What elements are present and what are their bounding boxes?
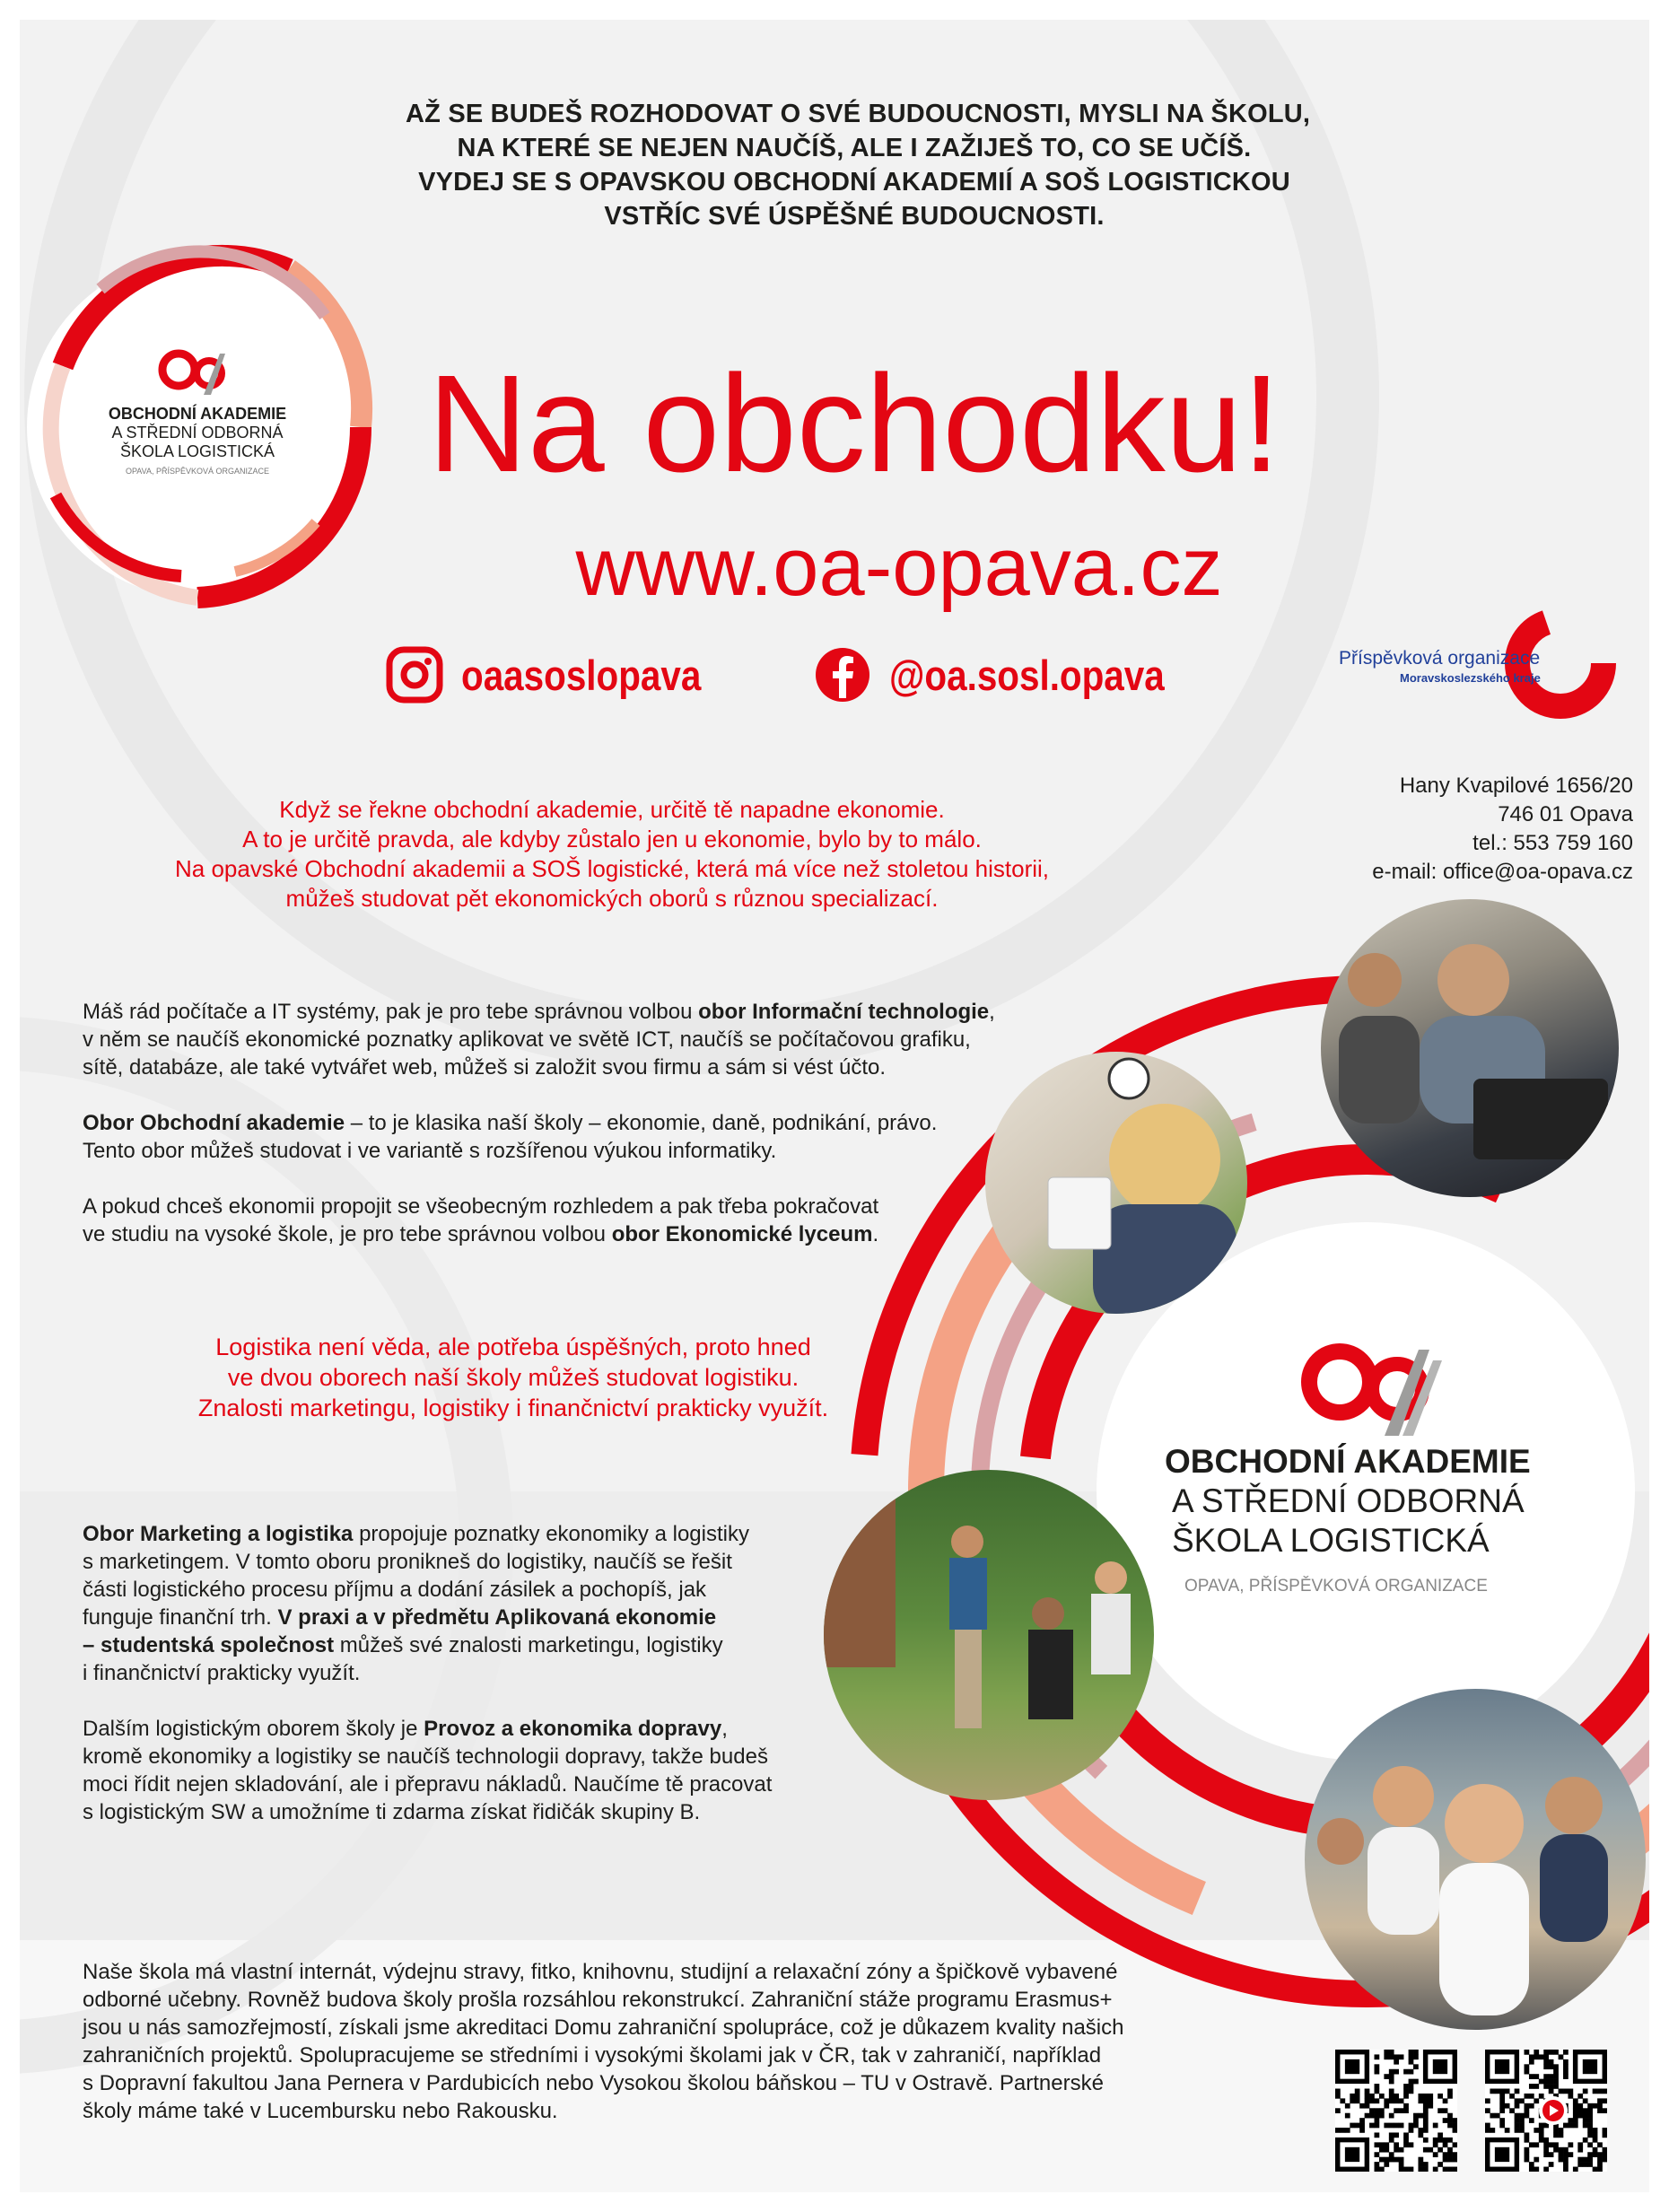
- text: ,: [721, 1717, 728, 1741]
- field-name: Obor Obchodní akademie: [83, 1111, 345, 1135]
- logo-line: ŠKOLA LOGISTICKÁ: [1172, 1522, 1490, 1559]
- logistics-intro-line: Logistika není věda, ale potřeba úspěšných, proto hned: [215, 1333, 811, 1360]
- address-line: 746 01 Opava: [1498, 802, 1633, 826]
- lyceum-paragraph: [83, 1193, 1105, 1248]
- instagram-icon: [386, 646, 443, 704]
- field-name: obor Informační technologie: [698, 1000, 990, 1024]
- text: Tento obor můžeš studovat i ve variantě s rozšířenou výukou informatiky.: [83, 1139, 777, 1163]
- text: propojuje poznatky ekonomiky a logistiky: [353, 1522, 749, 1546]
- text: s logistickým SW a umožníme ti zdarma získat řidičák skupiny B.: [83, 1800, 701, 1824]
- text: v něm se naučíš ekonomické poznatky aplikovat ve světě ICT, naučíš se počítačovou grafiku,: [83, 1027, 971, 1052]
- oa-paragraph: [83, 1109, 1105, 1165]
- text: sítě, databáze, ale také vytvářet web, můžeš si založit svou firmu a sám si vést účto.: [83, 1055, 887, 1080]
- photo-students-crowd: [1305, 1689, 1646, 2030]
- highlight: V praxi a v předmětu Aplikovaná ekonomie: [277, 1605, 717, 1630]
- logo-line: OBCHODNÍ AKADEMIE: [1165, 1443, 1531, 1480]
- intro-line: A to je určitě pravda, ale kdyby zůstalo jen u ekonomie, bylo by to málo.: [242, 826, 982, 852]
- phone[interactable]: tel.: 553 759 160: [1472, 831, 1633, 855]
- text: .: [872, 1222, 879, 1246]
- facilities-line: odborné učebny. Rovněž budova školy prošla rozsáhlou rekonstrukcí. Zahraniční stáže programu Erasmus+: [83, 1988, 1113, 2012]
- website-url[interactable]: www.oa-opava.cz: [575, 521, 1223, 613]
- logo-line: OPAVA, PŘÍSPĚVKOVÁ ORGANIZACE: [125, 467, 270, 476]
- facilities-line: Naše škola má vlastní internát, výdejnu stravy, fitko, knihovnu, studijní a relaxační zóny a špičkově vybavené: [83, 1960, 1118, 1984]
- headline: [406, 97, 1311, 233]
- logistics-section: [83, 1520, 872, 1854]
- photo-illustration: [824, 1470, 1154, 1800]
- facilities-line: školy máme také v Lucembursku nebo Rakousku.: [83, 2099, 558, 2123]
- text: části logistického procesu příjmu a dodání zásilek a pochopíš, jak: [83, 1578, 707, 1602]
- text: A pokud chceš ekonomii propojit se všeobecným rozhledem a pak třeba pokračovat: [83, 1194, 879, 1219]
- facilities-line: s Dopravní fakultou Jana Pernera v Pardubicích nebo Vysokou školou báňskou – TU v Ostravě. Partnerské: [83, 2071, 1104, 2095]
- text: moci řídit nejen skladování, ale i přepravu nákladů. Naučíme tě pracovat: [83, 1772, 773, 1797]
- photo-illustration: [985, 1052, 1247, 1314]
- headline-line: AŽ SE BUDEŠ ROZHODOVAT O SVÉ BUDOUCNOSTI, MYSLI NA ŠKOLU,: [406, 100, 1311, 128]
- text: i finančnictví prakticky využít.: [83, 1661, 361, 1685]
- highlight: – studentská společnost: [83, 1633, 335, 1657]
- text: Máš rád počítače a IT systémy, pak je pro tebe správnou volbou: [83, 1000, 699, 1024]
- page-title: Na obchodku!: [427, 346, 1281, 501]
- region-logo: [1339, 617, 1626, 752]
- headline-line: VYDEJ SE S OPAVSKOU OBCHODNÍ AKADEMIÍ A SOŠ LOGISTICKOU: [418, 168, 1290, 197]
- logo-line: A STŘEDNÍ ODBORNÁ: [1172, 1482, 1525, 1519]
- school-logo-small: [63, 343, 332, 476]
- intro-line: Na opavské Obchodní akademii a SOŠ logistické, která má více než stoletou historii,: [174, 855, 1050, 882]
- region-line: Příspěvková organizace: [1339, 648, 1541, 669]
- email[interactable]: e-mail: office@oa-opava.cz: [1372, 860, 1633, 884]
- qr-code-video[interactable]: [1485, 2050, 1607, 2172]
- text: s marketingem. V tomto oboru proniknеš do logistiky, naučíš se řešit: [83, 1550, 732, 1574]
- text: můžeš své znalosti marketingu, logistiky: [334, 1633, 723, 1657]
- facilities-line: zahraničních projektů. Spolupracujeme se středními i vysokými školami jak v ČR, tak v zahraničí, například: [83, 2043, 1102, 2068]
- poster-card: [20, 20, 1649, 2192]
- logistics-intro-line: ve dvou oborech naší školy můžeš studovat logistiku.: [227, 1364, 800, 1391]
- photo-students-garden: [824, 1470, 1154, 1800]
- it-section: [83, 998, 1105, 1276]
- field-name: Provoz a ekonomika dopravy: [424, 1717, 722, 1741]
- logistics-intro-line: Znalosti marketingu, logistiky i finančnictví prakticky využít.: [197, 1395, 829, 1421]
- facilities-line: jsou u nás samozřejmostí, získali jsme akreditaci Domu zahraniční spolupráce, což je důkazem kvality našich: [83, 2015, 1124, 2040]
- intro-line: můžeš studovat pět ekonomických oborů s různou specializací.: [285, 885, 939, 912]
- facilities-paragraph: [83, 1958, 1249, 2125]
- photo-illustration: [1321, 899, 1619, 1197]
- text: ,: [989, 1000, 995, 1024]
- oa-logo-icon: [1298, 1330, 1451, 1438]
- text: kromě ekonomiky a logistiky se naučíš technologii dopravy, takže budeš: [83, 1744, 768, 1769]
- text: – to je klasika naší školy – ekonomie, daně, podnikání, právo.: [345, 1111, 938, 1135]
- text: ve studiu na vysoké škole, je pro tebe správnou volbou: [83, 1222, 612, 1246]
- photo-illustration: [1305, 1689, 1646, 2030]
- headline-line: VSTŘÍC SVÉ ÚSPĚŠNÉ BUDOUCNOSTI.: [604, 202, 1105, 231]
- contact-block: [1258, 772, 1633, 887]
- photo-students-computers: [1321, 899, 1619, 1197]
- transport-paragraph: [83, 1715, 872, 1826]
- instagram-handle[interactable]: [386, 646, 740, 704]
- qr-code[interactable]: [1335, 2050, 1457, 2172]
- region-line: Moravskoslezského kraje: [1400, 671, 1541, 685]
- photo-reading-student: [985, 1052, 1247, 1314]
- school-logo-large: [1123, 1330, 1626, 1600]
- text: funguje finanční trh.: [83, 1605, 278, 1630]
- instagram-label: oaasoslopava: [461, 651, 702, 699]
- logo-line: ŠKOLA LOGISTICKÁ: [119, 442, 275, 460]
- facebook-label: @oa.sosl.opava: [889, 651, 1165, 699]
- field-name: obor Ekonomické lyceum: [611, 1222, 873, 1246]
- logo-line: OBCHODNÍ AKADEMIE: [108, 405, 287, 423]
- facebook-icon: [814, 646, 871, 704]
- qr-code-icon: [1335, 2050, 1457, 2172]
- qr-code-video-icon: [1485, 2050, 1607, 2172]
- intro-line: Když se řekne obchodní akademie, určitě tě napadne ekonomie.: [279, 796, 945, 823]
- facebook-handle[interactable]: [814, 646, 1210, 704]
- marketing-paragraph: [83, 1520, 872, 1687]
- field-name: Obor Marketing a logistika: [83, 1522, 354, 1546]
- logo-line: A STŘEDNÍ ODBORNÁ: [111, 424, 284, 442]
- logistics-intro: [74, 1332, 953, 1423]
- text: Dalším logistickým oborem školy je: [83, 1717, 424, 1741]
- oa-logo-icon: [157, 343, 238, 397]
- headline-line: NA KTERÉ SE NEJEN NAUČÍŠ, ALE I ZAŽIJEŠ TO, CO SE UČÍŠ.: [457, 134, 1252, 162]
- logo-line: OPAVA, PŘÍSPĚVKOVÁ ORGANIZACE: [1184, 1577, 1488, 1596]
- it-paragraph: [83, 998, 1105, 1081]
- intro-paragraph: [136, 795, 1088, 914]
- address-line: Hany Kvapilové 1656/20: [1399, 774, 1633, 798]
